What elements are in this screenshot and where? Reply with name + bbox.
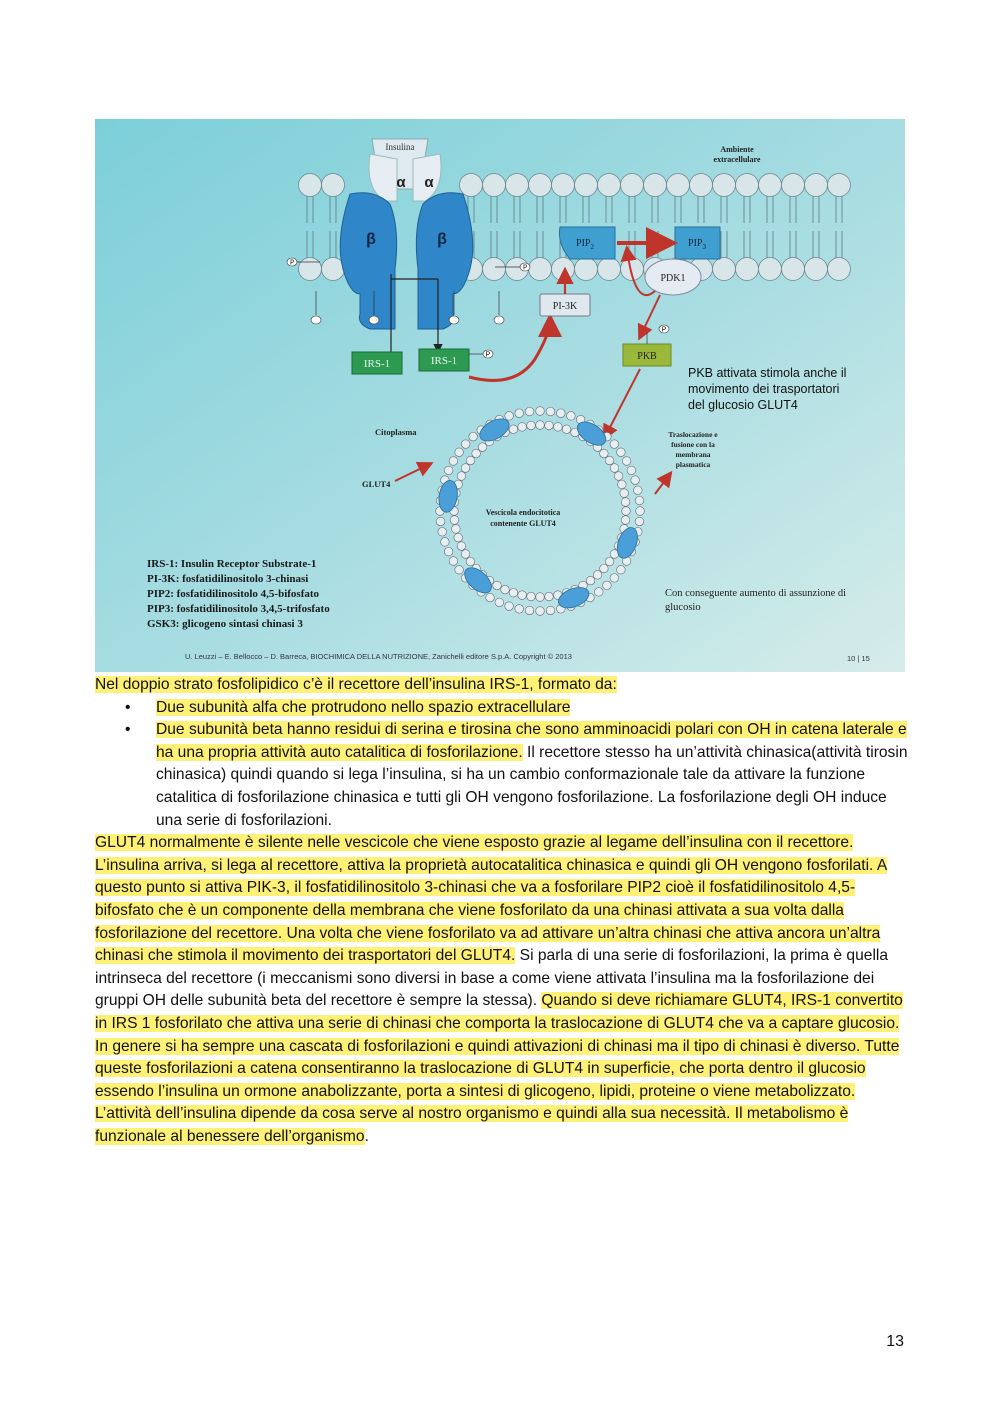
vesicle-lipid (627, 466, 636, 475)
phospholipid-head (575, 258, 598, 281)
alpha-label-left: α (396, 174, 406, 191)
vesicle-lipid (567, 412, 576, 421)
vesicle-lipid (493, 581, 502, 590)
pi3k-label: PI-3K (552, 301, 578, 312)
vesicle-lipid (466, 557, 475, 566)
vesicle-lipid (617, 565, 626, 574)
pdk1-label: PDK1 (660, 273, 686, 284)
vesicle-lipid (518, 591, 527, 600)
vesicle-lipid (621, 498, 630, 507)
vesicle-lipid (444, 547, 453, 556)
phospholipid-head (299, 258, 322, 281)
vesicle-lipid (605, 456, 614, 465)
phospholipid-head (805, 174, 828, 197)
beta-label-left: β (366, 231, 376, 248)
phospholipid-head (782, 258, 805, 281)
vesicle-lipid (436, 517, 445, 526)
vesicle-lipid (545, 592, 554, 601)
vesicle-lipid (509, 588, 518, 597)
phospholipid-head (621, 174, 644, 197)
pkb-label: PKB (637, 351, 657, 362)
phospholipid-head (506, 174, 529, 197)
vesicle-lipid (505, 602, 514, 611)
vesicle-lipid (450, 516, 459, 525)
svg-text:fusione con la: fusione con la (671, 440, 715, 449)
vesicle-lipid (457, 472, 466, 481)
page-number: 13 (886, 1333, 904, 1350)
svg-text:glucosio: glucosio (665, 602, 701, 613)
vesicle-lipid (603, 581, 612, 590)
vesicle-lipid (472, 449, 481, 458)
vesicle-lipid (461, 464, 470, 473)
vesicle-lipid (554, 423, 563, 432)
figure-credit: U. Leuzzi – E. Bellocco – D. Barreca, BIOCHIMICA DELLA NUTRIZIONE, Zanichelli editore S.p.A. Copyright © 2013 (185, 652, 572, 661)
phospholipid-head (322, 174, 345, 197)
phospholipid-head (759, 174, 782, 197)
bullet-beta-rest: Il recettore stesso ha un’attività chinasica(attività tirosin chinasica) quindi quando si lega l’insulina, si ha un cambio conformazionale tale da attivare la funzione catalitica di fosforilazione chinasica e tutti gli OH vengono fosforilazione. La fosforilazione degli OH induce una serie di fosforilazioni. (156, 743, 908, 829)
vesicle-lipid (614, 472, 623, 481)
vesicle-lipid (466, 456, 475, 465)
vesicle-lipid (600, 564, 609, 573)
glut4-para-end: . (364, 1127, 369, 1145)
vesicle-lipid (505, 412, 514, 421)
phospholipid-head (644, 174, 667, 197)
vesicle-lipid (634, 486, 643, 495)
phospholipid-head (736, 174, 759, 197)
vesicle-lipid (617, 480, 626, 489)
vesicle-lipid (600, 449, 609, 458)
vesicle-lipid (455, 565, 464, 574)
glut4-para-highlight-1: GLUT4 normalmente è silente nelle vescicole che viene esposto grazie al legame dell’insulina con il recettore. L’insulina arriva, si lega al recettore, attiva la proprietà autocatalitica chinasica e quindi gli OH vengono fosforilati. A questo punto si attiva PIK-3, il fosfatidilinositolo 3-chinasi che va a fosforilare PIP2 cioè il fosfatidilinositolo 4,5-bifosfato che è un componente della membrana che viene fosforilato da una chinasi attivata a sua volta dalla fosforilazione del recettore. Una volta che viene fosforilato va ad attivare un’altra chinasi che attiva ancora un’altra chinasi che stimola il movimento dei trasportatori del GLUT4. (95, 834, 888, 965)
vesicle-lipid (635, 517, 644, 526)
phospholipid-head (759, 258, 782, 281)
vesicle-lipid (605, 557, 614, 566)
phospholipid-head (782, 174, 805, 197)
phospholipid-head (529, 258, 552, 281)
vesicle-lipid (469, 432, 478, 441)
vesicle-lipid (556, 409, 565, 418)
vesicle-lipid (527, 592, 536, 601)
glut4-paragraph (95, 832, 910, 1148)
phosphate-stalk-head (494, 316, 504, 324)
vesicle-lipid (562, 425, 571, 434)
phospholipid-head (483, 258, 506, 281)
svg-text:membrana: membrana (675, 450, 711, 459)
bullet-beta (95, 719, 910, 832)
intro-line (95, 674, 910, 697)
vesicle-lipid (438, 527, 447, 536)
phospholipid-head (690, 174, 713, 197)
svg-text:P: P (522, 263, 528, 272)
vesicle-lipid (620, 489, 629, 498)
vesicle-lipid (536, 593, 545, 602)
phospholipid-head (805, 258, 828, 281)
vesicle-lipid (617, 448, 626, 457)
vesicle-lipid (461, 440, 470, 449)
ambiente-label-2: extracellulare (713, 155, 761, 164)
vesicle-lipid (622, 457, 631, 466)
phospholipid-head (552, 174, 575, 197)
vesicle-lipid (610, 574, 619, 583)
vesicle-lipid (486, 593, 495, 602)
vesicle-lipid (454, 533, 463, 542)
phosphate-stalk-head (449, 316, 459, 324)
vesicle-lipid (527, 421, 536, 430)
vesicle-lipid (449, 557, 458, 566)
beta-label-right: β (437, 231, 447, 248)
vesicle-lipid (525, 407, 534, 416)
svg-text:PIP3: fosfatidilinositolo 3,4,: PIP3: fosfatidilinositolo 3,4,5-trifosfato (147, 603, 330, 615)
svg-text:del glucosio GLUT4: del glucosio GLUT4 (688, 398, 798, 412)
vesicle-lipid (536, 407, 545, 416)
vescicola-label-2: contenente GLUT4 (490, 519, 556, 528)
svg-text:movimento dei trasportatori: movimento dei trasportatori (688, 382, 840, 396)
body-text (95, 674, 910, 1148)
phospholipid-head (460, 174, 483, 197)
vesicle-lipid (441, 538, 450, 547)
vesicle-lipid (594, 588, 603, 597)
slide-number: 10 | 15 (847, 654, 870, 663)
subunit-list (95, 697, 910, 833)
vesicle-lipid (515, 409, 524, 418)
pkb-phosphate-label: P (661, 326, 667, 334)
vesicle-lipid (515, 605, 524, 614)
vesicle-lipid (495, 598, 504, 607)
svg-text:Traslocazione e: Traslocazione e (668, 430, 718, 439)
vesicle-lipid (546, 407, 555, 416)
vesicle-lipid (536, 421, 545, 430)
insulin-signaling-figure (95, 119, 905, 672)
vesicle-lipid (631, 476, 640, 485)
pip2-label: $PIP_2$ (576, 238, 594, 251)
irs1-phosphate-label: P (485, 351, 491, 359)
phospholipid-head (713, 174, 736, 197)
vesicle-lipid (525, 606, 534, 615)
phospholipid-head (598, 174, 621, 197)
svg-text:PIP2: fosfatidilinositolo 4,5-: PIP2: fosfatidilinositolo 4,5-bifosfato (147, 588, 320, 600)
svg-text:PI-3K: fosfatidilinositolo 3-c: PI-3K: fosfatidilinositolo 3-chinasi (147, 573, 309, 585)
intro-text: Nel doppio strato fosfolipidico c’è il recettore dell’insulina IRS-1, formato da: (95, 676, 617, 693)
vesicle-lipid (444, 466, 453, 475)
phospholipid-head (667, 174, 690, 197)
glut4-label: GLUT4 (362, 479, 391, 489)
svg-text:Con conseguente aumento di ass: Con conseguente aumento di assunzione di (665, 588, 847, 599)
svg-text:IRS-1: Insulin Receptor Substr: IRS-1: Insulin Receptor Substrate-1 (147, 558, 317, 570)
pip3-label: $PIP_3$ (688, 238, 706, 251)
vesicle-lipid (593, 571, 602, 580)
phospholipid-head (713, 258, 736, 281)
vesicle-lipid (636, 507, 645, 516)
vesicle-lipid (501, 585, 510, 594)
citoplasma-label: Citoplasma (375, 427, 417, 437)
glut4-para-plain: Si parla di una serie di fosforilazioni, la prima è quella intrinseca del recettore (i meccanismi sono diversi in base a come viene attivata l’insulina ma la fosforilazione dei gruppi OH delle subunità beta del recettore è sempre la stessa). (95, 947, 889, 1010)
phospholipid-head (736, 258, 759, 281)
vesicle-lipid (449, 457, 458, 466)
vescicola-label-1: Vescicola endocitotica (485, 508, 561, 517)
bullet-beta-highlight: Due subunità beta hanno residui di serina e tirosina che sono amminoacidi polari con OH in catena laterale e ha una propria attività auto catalitica di fosforilazione. (156, 721, 907, 761)
irs1-label-active: IRS-1 (430, 355, 458, 367)
ambiente-label-1: Ambiente (720, 145, 754, 154)
phosphate-stalk-head (311, 316, 321, 324)
vesicle-lipid (518, 423, 527, 432)
phospholipid-head (598, 258, 621, 281)
vesicle-lipid (545, 421, 554, 430)
vesicle-lipid (610, 464, 619, 473)
bullet-alpha (95, 697, 910, 720)
vesicle-lipid (536, 607, 545, 616)
vesicle-lipid (457, 542, 466, 551)
glut4-para-highlight-2: Quando si deve richiamare GLUT4, IRS-1 convertito in IRS 1 fosforilato che attiva una serie di chinasi che comporta la traslocazione di GLUT4 che va a captare glucosio. In genere si ha sempre una cascata di fosforilazioni e quindi attivazioni di chinasi ma il tipo di chinasi è diverso. Tutte queste fosforilazioni a catena consentiranno la traslocazione di GLUT4 in superficie, che porta dentro il glucosio essendo l’insulina un ormone anabolizzante, porta a sintesi di glicogeno, lipidi, proteine o viene metabolizzato. L’attività dell’insulina dipende da cosa serve al nostro organismo e quindi alla sua necessità. Il metabolismo è funzionale al benessere dell’organismo (95, 992, 903, 1145)
vesicle-lipid (478, 443, 487, 452)
phospholipid-head (529, 174, 552, 197)
svg-text:P: P (289, 258, 295, 267)
vesicle-lipid (610, 440, 619, 449)
phosphate-stalk-head (369, 316, 379, 324)
svg-text:GSK3: glicogeno sintasi chinas: GSK3: glicogeno sintasi chinasi 3 (147, 618, 303, 630)
svg-text:PKB attivata stimola anche il: PKB attivata stimola anche il (688, 366, 847, 380)
phospholipid-head (828, 174, 851, 197)
bullet-alpha-text: Due subunità alfa che protrudono nello spazio extracellulare (156, 698, 571, 716)
vesicle-lipid (622, 507, 631, 516)
phospholipid-head (552, 258, 575, 281)
phospholipid-head (575, 174, 598, 197)
vesicle-lipid (461, 550, 470, 559)
figure-legend (147, 558, 330, 630)
vesicle-lipid (621, 516, 630, 525)
insulin-label: Insulina (385, 142, 415, 152)
phospholipid-head (483, 174, 506, 197)
alpha-label-right: α (424, 174, 434, 191)
vesicle-lipid (455, 448, 464, 457)
svg-text:plasmatica: plasmatica (675, 460, 711, 469)
vesicle-lipid (546, 606, 555, 615)
figure-canvas (95, 119, 905, 672)
vesicle-lipid (452, 525, 461, 534)
phospholipid-head (828, 258, 851, 281)
irs1-label-inactive: IRS-1 (363, 358, 391, 370)
vesicle-lipid (509, 425, 518, 434)
vesicle-lipid (635, 496, 644, 505)
vesicle-lipid (586, 576, 595, 585)
phospholipid-head (299, 174, 322, 197)
